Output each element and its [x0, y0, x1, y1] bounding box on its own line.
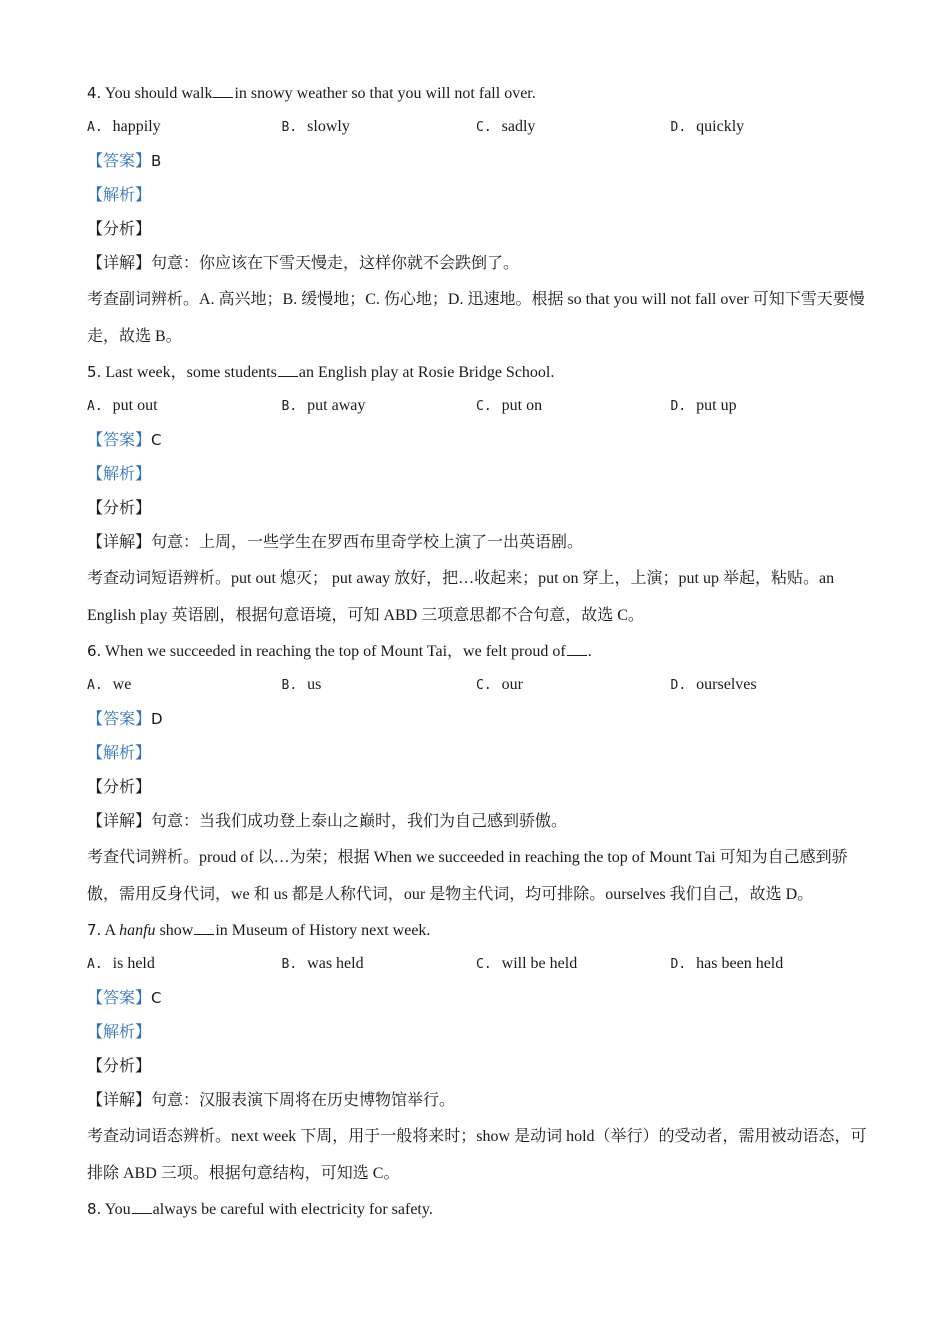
question-number: 8.: [87, 1200, 102, 1218]
question-number: 6.: [87, 642, 102, 660]
option-d: D. ourselves: [670, 676, 757, 693]
jiexi-tag: 【解析】: [87, 466, 152, 483]
option-d: D. put up: [670, 397, 737, 414]
question-stem: [87, 913, 867, 947]
answer-line: [87, 144, 867, 179]
stem-text-a: A: [104, 922, 116, 939]
answer-line: [87, 981, 867, 1016]
option-list: [87, 947, 867, 981]
answer-value: C: [151, 431, 162, 449]
detail-tag: 【详解】: [87, 255, 152, 272]
detail-text: 句意：汉服表演下周将在历史博物馆举行。: [151, 1092, 456, 1109]
option-d: D. quickly: [670, 118, 745, 135]
stem-text-after: in Museum of History next week.: [215, 922, 431, 939]
question-stem: [87, 76, 867, 110]
jiexi-tag: 【解析】: [87, 1024, 152, 1041]
option-c: C. our: [476, 676, 523, 693]
fenxi-tag: 【分析】: [87, 500, 152, 517]
detail-text: 句意：你应该在下雪天慢走，这样你就不会跌倒了。: [151, 255, 520, 272]
detail-tag: 【详解】: [87, 534, 152, 551]
answer-blank: [567, 641, 587, 656]
option-b: B. put away: [281, 397, 366, 414]
option-list: [87, 110, 867, 144]
stem-text-before: You should walk: [104, 85, 213, 102]
option-b: B. was held: [281, 955, 364, 972]
detail-line: [87, 805, 867, 839]
answer-tag: 【答案】: [87, 432, 152, 449]
detail-text: 句意：当我们成功登上泰山之巅时，我们为自己感到骄傲。: [151, 813, 568, 830]
fenxi-tag: 【分析】: [87, 221, 152, 238]
answer-value: C: [151, 989, 162, 1007]
fenxi-tag: 【分析】: [87, 1058, 152, 1075]
jiexi-tag: 【解析】: [87, 187, 152, 204]
option-c: C. sadly: [476, 118, 536, 135]
question-stem: [87, 1192, 867, 1226]
detail-line: [87, 526, 867, 560]
document-page: [87, 76, 867, 1226]
stem-text-before: Last week，some students: [105, 364, 277, 381]
stem-text-after: .: [587, 643, 592, 660]
option-c: C. will be held: [476, 955, 578, 972]
option-a: A. happily: [87, 118, 161, 135]
explanation: 考查动词语态辨析。next week 下周，用于一般将来时；show 是动词 hold（举行）的受动者，需用被动语态，可排除 ABD 三项。根据句意结构，可知选 C。: [87, 1128, 867, 1182]
stem-text-after: in snowy weather so that you will not fall over.: [234, 85, 536, 102]
answer-blank: [278, 362, 298, 377]
option-b: B. slowly: [281, 118, 350, 135]
jiexi-tag: 【解析】: [87, 745, 152, 762]
option-list: [87, 389, 867, 423]
question-number: 4.: [87, 84, 102, 102]
answer-blank: [194, 920, 214, 935]
stem-text-before: show: [159, 922, 194, 939]
explanation: 考查动词短语辨析。put out 熄灭； put away 放好，把…收起来；put on 穿上，上演；put up 举起，粘贴。an English play 英语剧，根据句意语境，可知 ABD 三项意思都不合句意，故选 C。: [87, 570, 835, 624]
answer-tag: 【答案】: [87, 990, 152, 1007]
answer-blank: [132, 1199, 152, 1214]
option-list: [87, 668, 867, 702]
detail-tag: 【详解】: [87, 813, 152, 830]
detail-line: [87, 1084, 867, 1118]
answer-blank: [213, 83, 233, 98]
answer-value: D: [151, 710, 163, 728]
option-c: C. put on: [476, 397, 543, 414]
question-number: 7.: [87, 921, 102, 939]
answer-tag: 【答案】: [87, 711, 152, 728]
answer-line: [87, 423, 867, 458]
option-a: A. put out: [87, 397, 158, 414]
answer-value: B: [151, 152, 162, 170]
option-a: A. is held: [87, 955, 155, 972]
detail-tag: 【详解】: [87, 1092, 152, 1109]
detail-line: [87, 247, 867, 281]
question-stem: [87, 634, 867, 668]
explanation: 考查代词辨析。proud of 以…为荣；根据 When we succeeded in reaching the top of Mount Tai 可知为自己感到骄傲，需用反身代词，we 和 us 都是人称代词，our 是物主代词，均可排除。ourselves 我们自己，故选 D。: [87, 849, 848, 903]
fenxi-tag: 【分析】: [87, 779, 152, 796]
option-b: B. us: [281, 676, 322, 693]
stem-text-after: always be careful with electricity for safety.: [152, 1201, 433, 1218]
option-a: A. we: [87, 676, 132, 693]
option-d: D. has been held: [670, 955, 784, 972]
stem-text-after: an English play at Rosie Bridge School.: [298, 364, 555, 381]
answer-tag: 【答案】: [87, 153, 152, 170]
stem-text-before: You: [104, 1201, 131, 1218]
answer-line: [87, 702, 867, 737]
detail-text: 句意：上周，一些学生在罗西布里奇学校上演了一出英语剧。: [151, 534, 584, 551]
stem-italic-word: hanfu: [119, 922, 156, 939]
question-stem: [87, 355, 867, 389]
explanation: 考查副词辨析。A. 高兴地；B. 缓慢地；C. 伤心地；D. 迅速地。根据 so that you will not fall over 可知下雪天要慢走，故选 B。: [87, 291, 865, 345]
stem-text-before: When we succeeded in reaching the top of Mount Tai，we felt proud of: [105, 643, 566, 660]
question-number: 5.: [87, 363, 102, 381]
